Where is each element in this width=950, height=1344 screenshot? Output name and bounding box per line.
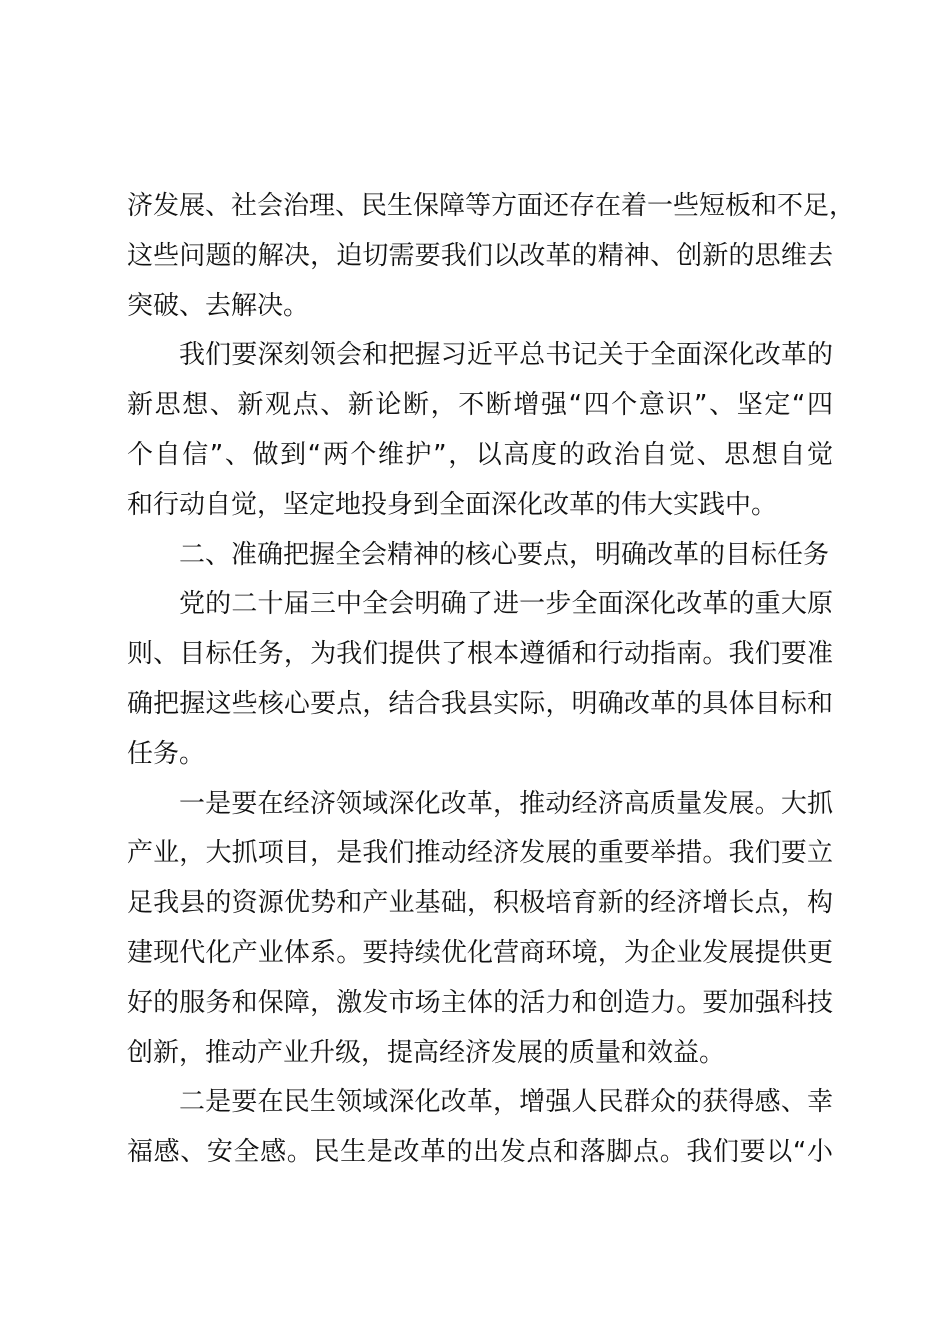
paragraph-5-line-1: 一是要在经济领域深化改革，推动经济高质量发展。大抓 [179,788,833,819]
paragraph-5-line-3: 足我县的资源优势和产业基础，积极培育新的经济增长点，构 [127,888,833,919]
section-heading: 二、准确把握全会精神的核心要点，明确改革的目标任务 [179,539,830,570]
paragraph-5-line-6: 创新，推动产业升级，提高经济发展的质量和效益。 [127,1037,726,1068]
paragraph-5-line-2: 产业，大抓项目，是我们推动经济发展的重要举措。我们要立 [127,838,833,869]
paragraph-4-line-1: 党的二十届三中全会明确了进一步全面深化改革的重大原 [179,589,833,620]
paragraph-2-line-2: 新思想、新观点、新论断，不断增强“四个意识”、坚定“四 [127,390,833,421]
paragraph-5-line-4: 建现代化产业体系。要持续优化营商环境，为企业发展提供更 [127,937,833,968]
paragraph-1-line-1: 济发展、社会治理、民生保障等方面还存在着一些短板和不足， [127,191,856,221]
document-body [127,182,856,1178]
paragraph-6-line-2: 福感、安全感。民生是改革的出发点和落脚点。我们要以“小 [127,1137,833,1168]
paragraph-1-line-2: 这些问题的解决，迫切需要我们以改革的精神、创新的思维去 [127,240,833,271]
paragraph-5-line-5: 好的服务和保障，激发市场主体的活力和创造力。要加强科技 [127,987,833,1018]
paragraph-4-line-2: 则、目标任务，为我们提供了根本遵循和行动指南。我们要准 [127,639,833,670]
paragraph-1-line-3: 突破、去解决。 [127,290,310,321]
paragraph-4-line-3: 确把握这些核心要点，结合我县实际，明确改革的具体目标和 [127,688,833,719]
paragraph-4-line-4: 任务。 [127,738,206,769]
paragraph-2-line-4: 和行动自觉，坚定地投身到全面深化改革的伟大实践中。 [127,489,778,520]
paragraph-2-line-1: 我们要深刻领会和把握习近平总书记关于全面深化改革的 [179,340,833,371]
paragraph-2-line-3: 个自信”、做到“两个维护”，以高度的政治自觉、思想自觉 [127,439,833,470]
paragraph-6-line-1: 二是要在民生领域深化改革，增强人民群众的获得感、幸 [179,1087,833,1118]
